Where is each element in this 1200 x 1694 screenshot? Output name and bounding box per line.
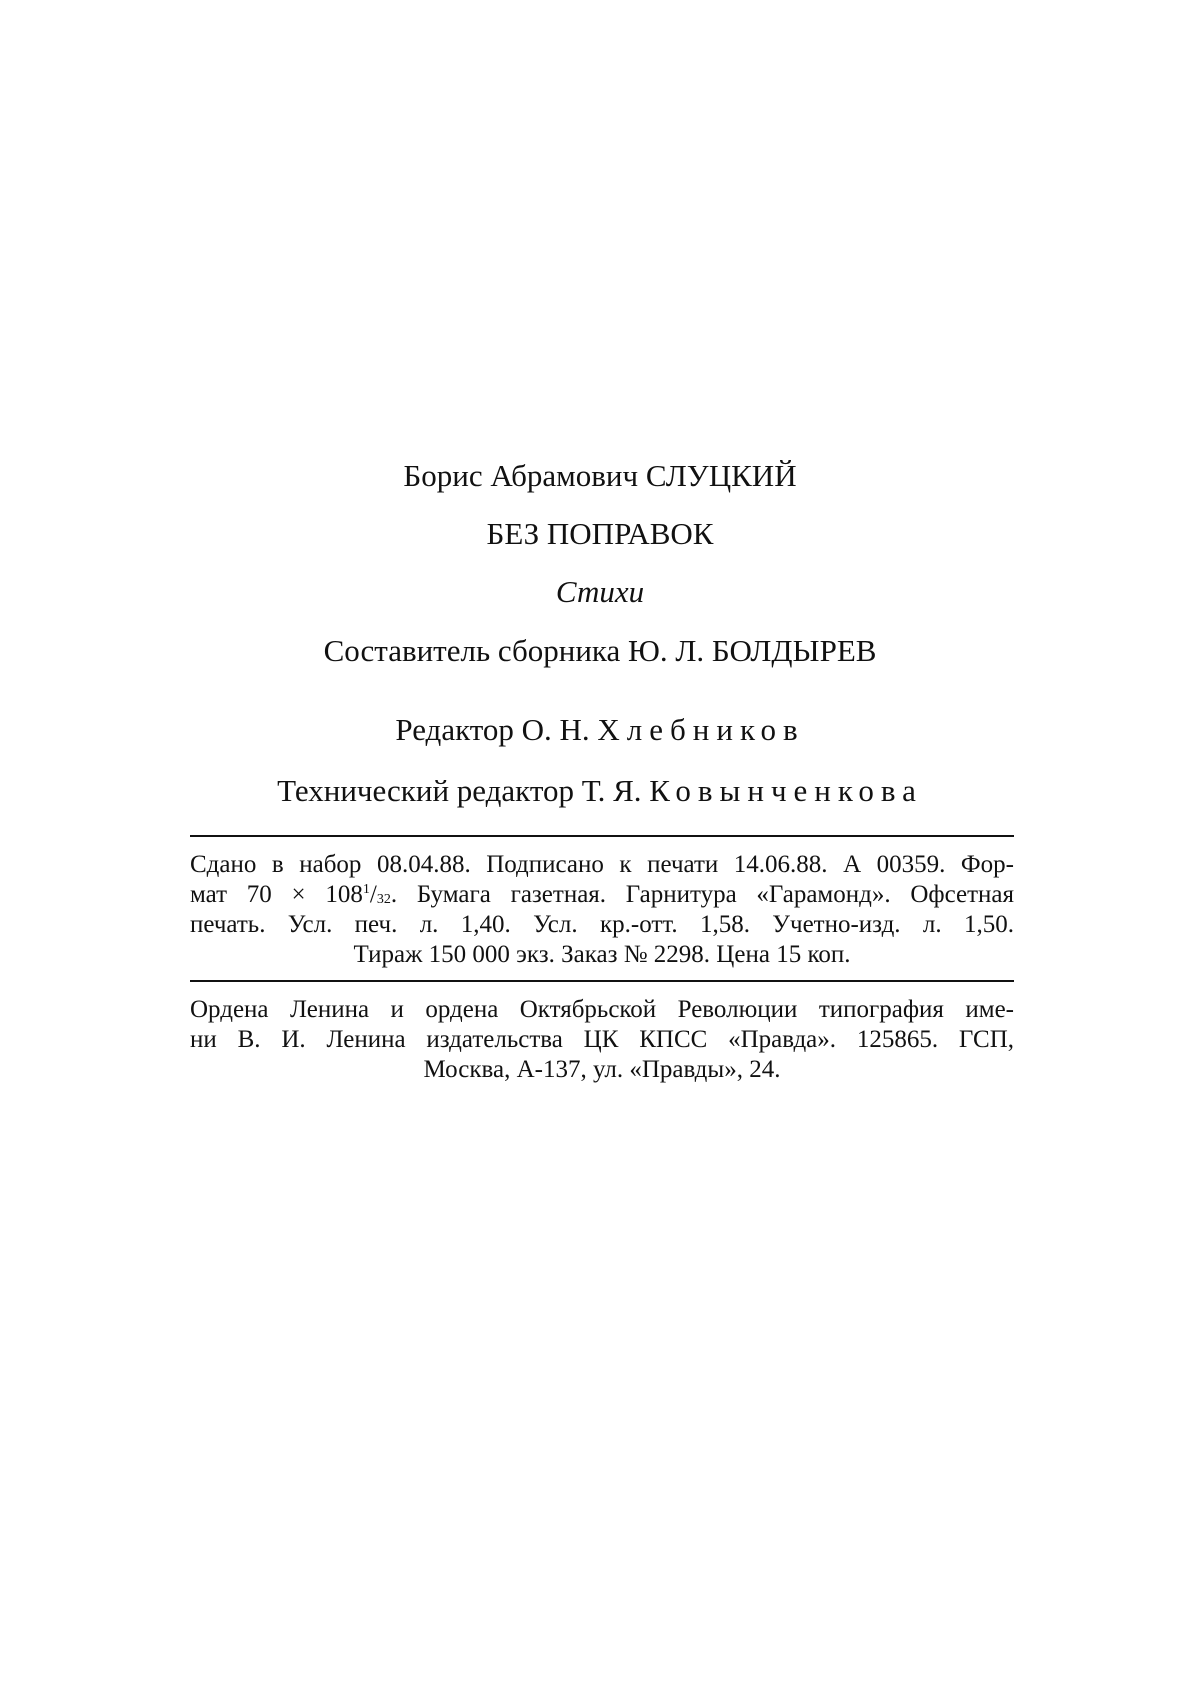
top-divider (190, 835, 1014, 837)
genre: Стихи (555, 574, 645, 609)
book-title: БЕЗ ПОПРАВОК (486, 516, 714, 551)
printer-line: Ордена Ленина и ордена Октябрьской Революции типография име- (190, 996, 1014, 1023)
tech-editor-label: Технический редактор (277, 773, 574, 808)
compiler-line (0, 633, 1200, 669)
format-end: . Бумага газетная. Гарнитура «Гарамонд». Офсетная (390, 881, 1014, 908)
imprint-line: Сдано в набор 08.04.88. Подписано к печати 14.06.88. А 00359. Фор- (190, 851, 1014, 878)
printer-last-line: Москва, А-137, ул. «Правды», 24. (423, 1056, 781, 1083)
compiler-name: Ю. Л. БОЛДЫРЕВ (628, 633, 877, 668)
tech-editor-initials: Т. Я. (581, 773, 642, 808)
editor-initials: О. Н. (521, 712, 590, 747)
format-slash: / (369, 881, 377, 908)
printer-block (190, 995, 1014, 1085)
author-last-name: СЛУЦКИЙ (645, 458, 797, 493)
imprint-block (190, 850, 1014, 970)
bottom-divider (190, 980, 1014, 982)
imprint-last-line: Тираж 150 000 экз. Заказ № 2298. Цена 15 коп. (353, 941, 851, 968)
tech-editor-line (0, 773, 1200, 809)
printer-line: ни В. И. Ленина издательства ЦК КПСС «Правда». 125865. ГСП, (190, 1026, 1014, 1053)
tech-editor-surname: Ковынченкова (649, 773, 923, 808)
editor-line (0, 712, 1200, 748)
format-sup: 1 (362, 882, 370, 897)
author-line (0, 458, 1200, 494)
imprint-format-line (190, 880, 1014, 910)
editor-surname: Хлебников (597, 712, 805, 747)
author-first-name: Борис Абрамович (403, 458, 639, 493)
format-start: мат 70 × 108 (190, 881, 363, 908)
editor-label: Редактор (395, 712, 514, 747)
imprint-line: печать. Усл. печ. л. 1,40. Усл. кр.-отт. 1,58. Учетно-изд. л. 1,50. (190, 911, 1014, 938)
compiler-label: Составитель сборника (323, 633, 621, 668)
format-sub: 32 (376, 892, 391, 907)
